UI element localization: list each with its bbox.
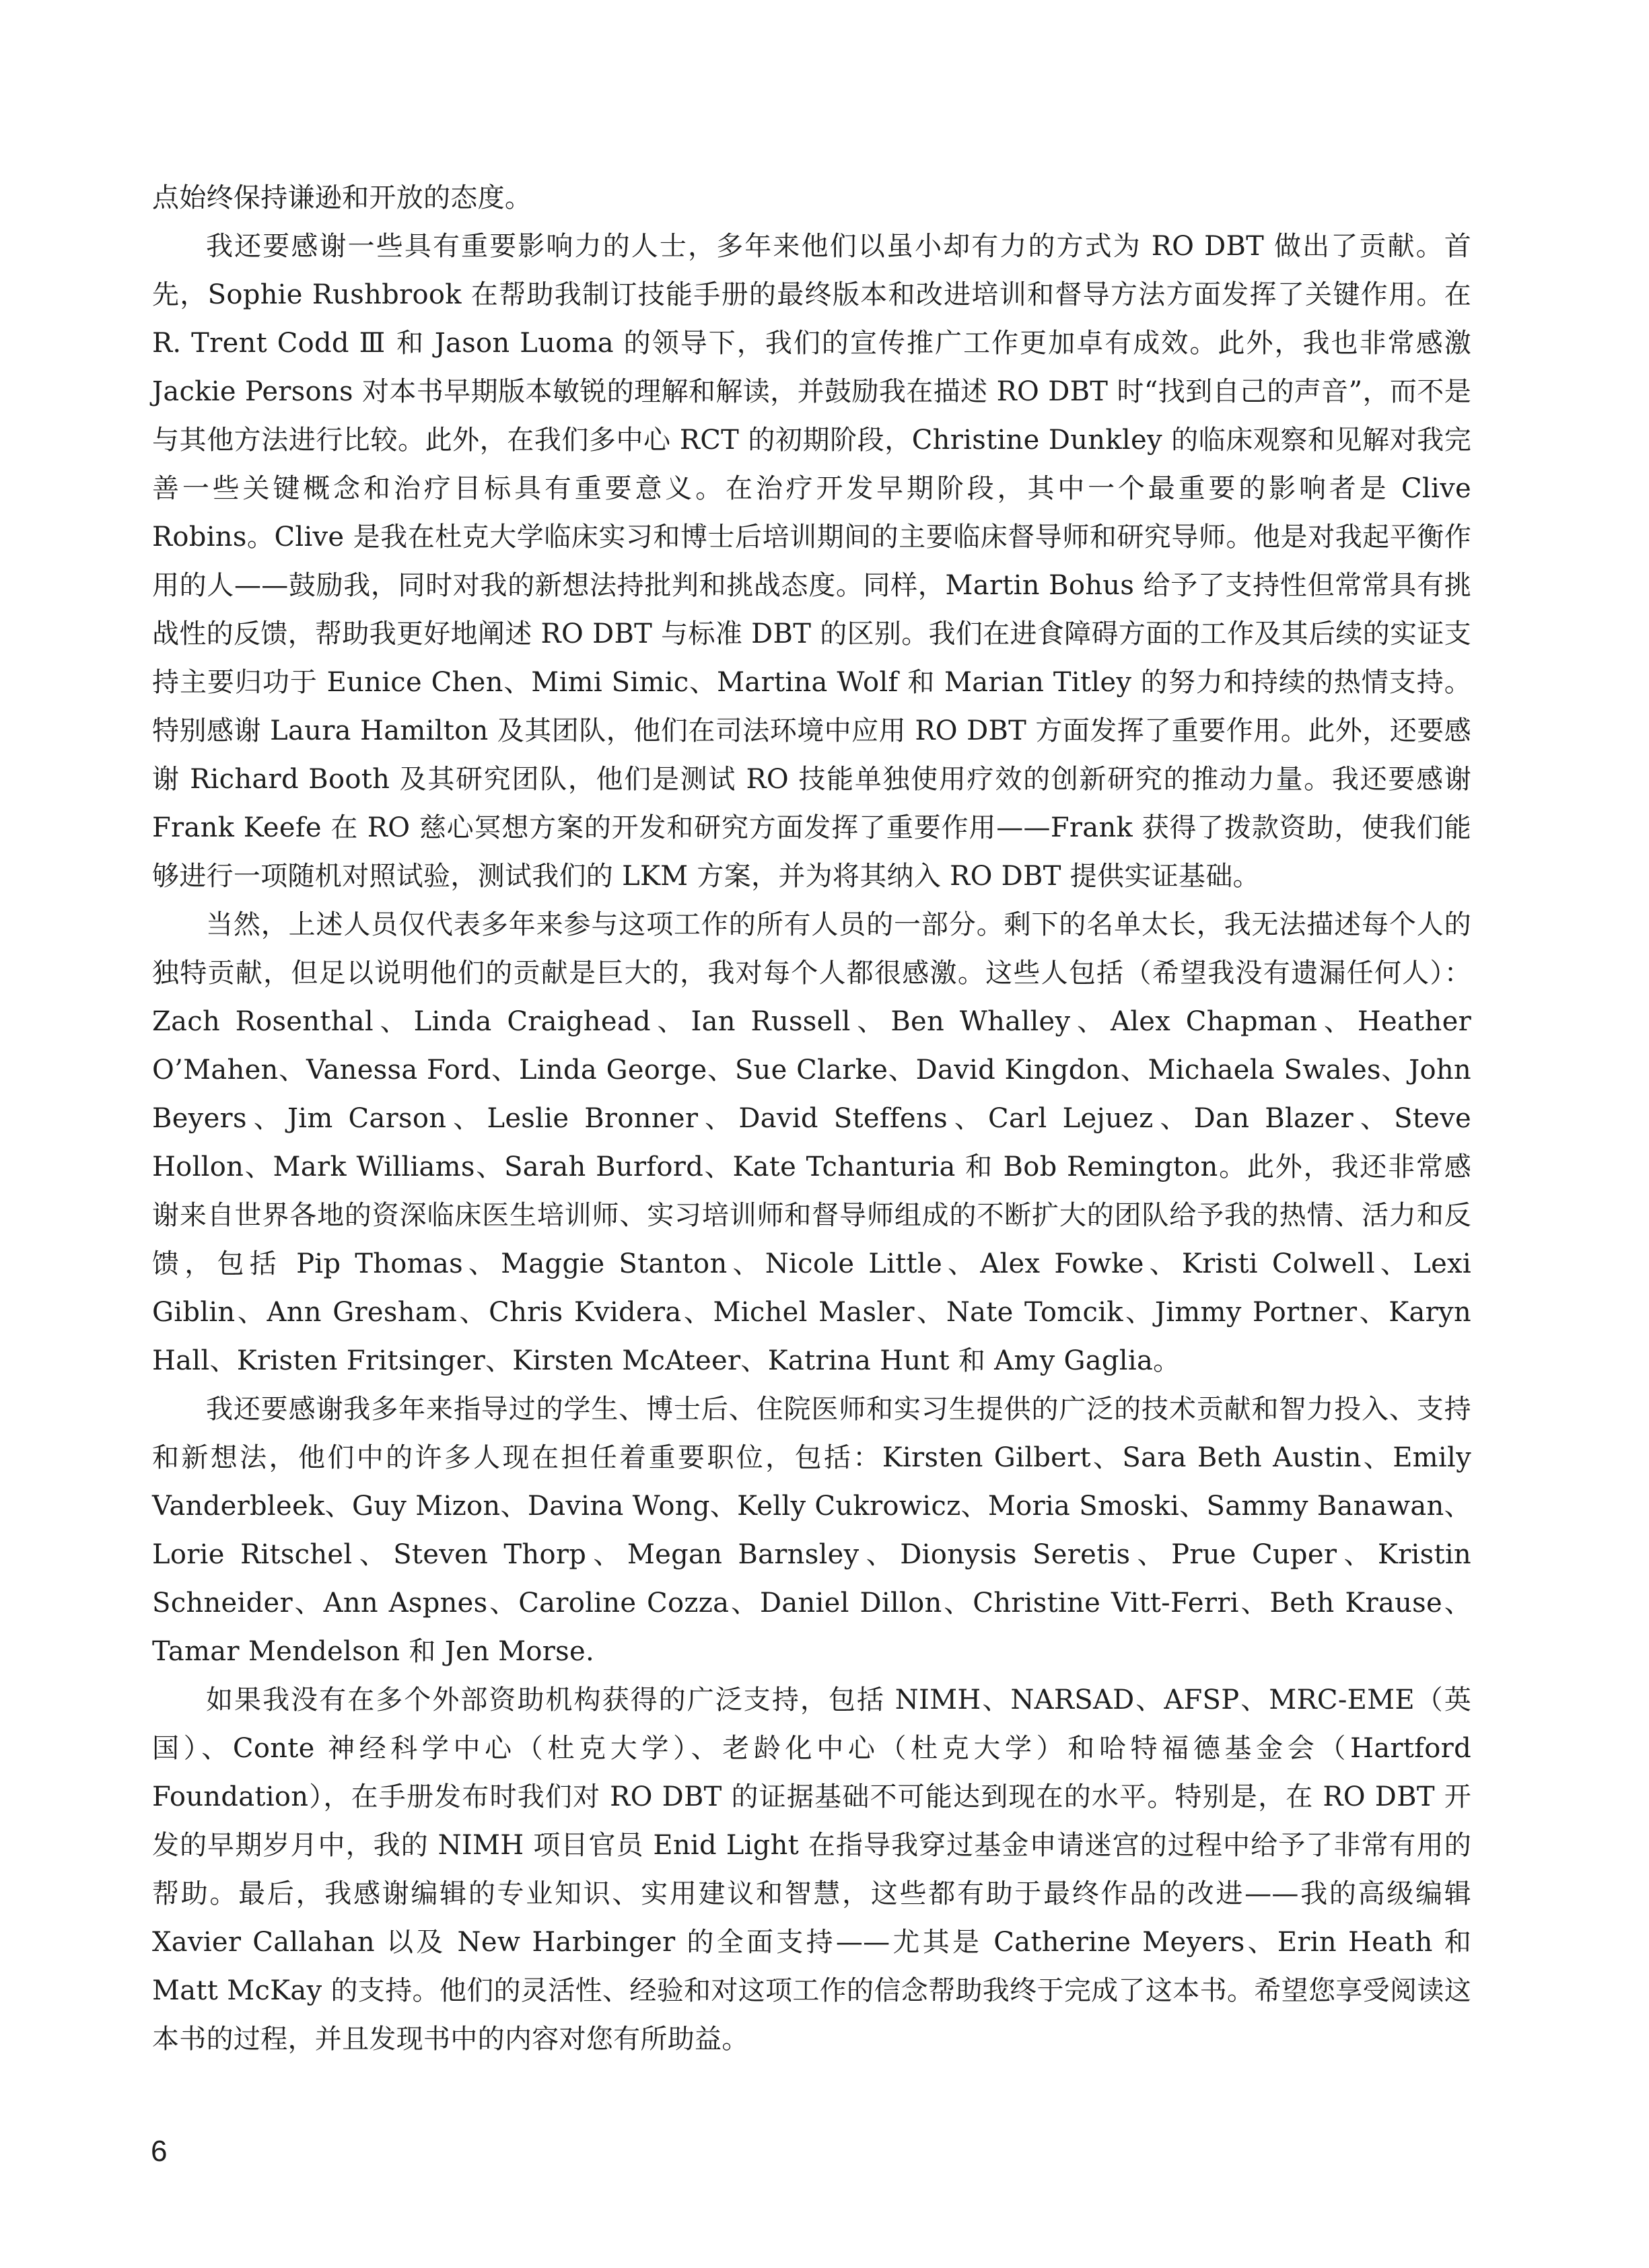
paragraph-funding-editors: 如果我没有在多个外部资助机构获得的广泛支持，包括 NIMH、NARSAD、AFSP、MRC-EME（英国）、Conte 神经科学中心（杜克大学）、老龄化中心（杜克大学）和哈特福德基金会（Hartford Foundation），在手册发布时我们对 RO DBT 的证据基础不可能达到现在的水平。特别是，在 RO DBT 开发的早期岁月中，我的 NIMH 项目官员 Enid Light 在指导我穿过基金申请迷宫的过程中给予了非常有用的帮助。最后，我感谢编辑的专业知识、实用建议和智慧，这些都有助于最终作品的改进——我的高级编辑 Xavier Callahan 以及 New Harbinger 的全面支持——尤其是 Catherine Meyers、Erin Heath 和 Matt McKay 的支持。他们的灵活性、经验和对这项工作的信念帮助我终于完成了这本书。希望您享受阅读这本书的过程，并且发现书中的内容对您有所助益。 bbox=[152, 1685, 1471, 2055]
page-number: 6 bbox=[151, 2135, 168, 2168]
paragraph-participant-list: 当然，上述人员仅代表多年来参与这项工作的所有人员的一部分。剩下的名单太长，我无法描述每个人的独特贡献，但足以说明他们的贡献是巨大的，我对每个人都很感激。这些人包括（希望我没有遗漏任何人）：Zach Rosenthal、Linda Craighead、Ian Russell、Ben Whalley、Alex Chapman、Heather O’Mahen、Vanessa Ford、Linda George、Sue Clarke、David Kingdon、Michaela Swales、John Beyers、Jim Carson、Leslie Bronner、David Steffens、Carl Lejuez、Dan Blazer、Steve Hollon、Mark Williams、Sarah Burford、Kate Tchanturia 和 Bob Remington。此外，我还非常感谢来自世界各地的资深临床医生培训师、实习培训师和督导师组成的不断扩大的团队给予我的热情、活力和反馈，包括 Pip Thomas、Maggie Stanton、Nicole Little、Alex Fowke、Kristi Colwell、Lexi Giblin、Ann Gresham、Chris Kvidera、Michel Masler、Nate Tomcik、Jimmy Portner、Karyn Hall、Kristen Fritsinger、Kirsten McAteer、Katrina Hunt 和 Amy Gaglia。 bbox=[152, 909, 1471, 1376]
paragraph-influential-contributors: 我还要感谢一些具有重要影响力的人士，多年来他们以虽小却有力的方式为 RO DBT 做出了贡献。首先，Sophie Rushbrook 在帮助我制订技能手册的最终版本和改进培训和督导方法方面发挥了关键作用。在 R. Trent Codd Ⅲ 和 Jason Luoma 的领导下，我们的宣传推广工作更加卓有成效。此外，我也非常感激 Jackie Persons 对本书早期版本敏锐的理解和解读，并鼓励我在描述 RO DBT 时“找到自己的声音”，而不是与其他方法进行比较。此外，在我们多中心 RCT 的初期阶段，Christine Dunkley 的临床观察和见解对我完善一些关键概念和治疗目标具有重要意义。在治疗开发早期阶段，其中一个最重要的影响者是 Clive Robins。Clive 是我在杜克大学临床实习和博士后培训期间的主要临床督导师和研究导师。他是对我起平衡作用的人——鼓励我，同时对我的新想法持批判和挑战态度。同样，Martin Bohus 给予了支持性但常常具有挑战性的反馈，帮助我更好地阐述 RO DBT 与标准 DBT 的区别。我们在进食障碍方面的工作及其后续的实证支持主要归功于 Eunice Chen、Mimi Simic、Martina Wolf 和 Marian Titley 的努力和持续的热情支持。特别感谢 Laura Hamilton 及其团队，他们在司法环境中应用 RO DBT 方面发挥了重要作用。此外，还要感谢 Richard Booth 及其研究团队，他们是测试 RO 技能单独使用疗效的创新研究的推动力量。我还要感谢 Frank Keefe 在 RO 慈心冥想方案的开发和研究方面发挥了重要作用——Frank 获得了拨款资助，使我们能够进行一项随机对照试验，测试我们的 LKM 方案，并为将其纳入 RO DBT 提供实证基础。 bbox=[152, 231, 1471, 892]
page-body bbox=[152, 174, 1471, 2063]
paragraph-students-trainees: 我还要感谢我多年来指导过的学生、博士后、住院医师和实习生提供的广泛的技术贡献和智力投入、支持和新想法，他们中的许多人现在担任着重要职位，包括：Kirsten Gilbert、Sara Beth Austin、Emily Vanderbleek、Guy Mizon、Davina Wong、Kelly Cukrowicz、Moria Smoski、Sammy Banawan、Lorie Ritschel、Steven Thorp、Megan Barnsley、Dionysis Seretis、Prue Cuper、Kristin Schneider、Ann Aspnes、Caroline Cozza、Daniel Dillon、Christine Vitt-Ferri、Beth Krause、Tamar Mendelson 和 Jen Morse. bbox=[152, 1394, 1471, 1667]
paragraph-continuation: 点始终保持谦逊和开放的态度。 bbox=[152, 182, 532, 213]
